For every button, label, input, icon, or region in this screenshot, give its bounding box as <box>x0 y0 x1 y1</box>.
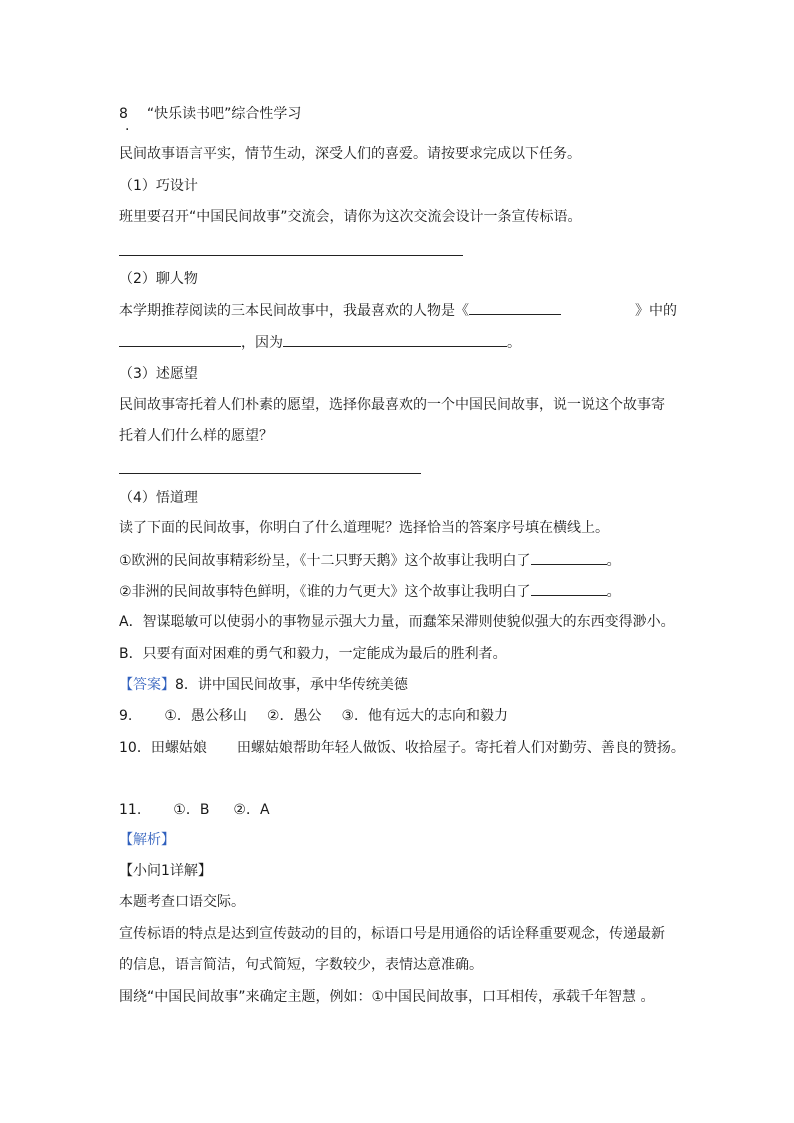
task-4-item-1 <box>119 550 621 571</box>
analysis-paragraph-3: 围绕“中国民间故事”来确定主题，例如：①中国民间故事，口耳相传，承载千年智慧 。 <box>119 989 655 1005</box>
task-3-text-1: 民间故事寄托着人们朴素的愿望，选择你最喜欢的一个中国民间故事，说一说这个故事寄 <box>119 397 665 413</box>
answer-tag: 【答案】 <box>119 677 175 693</box>
task-2-label: （2）聊人物 <box>119 271 198 287</box>
task-1-answer-line[interactable] <box>119 255 463 256</box>
item-1-end: 。 <box>606 553 621 569</box>
task-1-text: 班里要召开“中国民间故事”交流会，请你为这次交流会设计一条宣传标语。 <box>119 209 582 225</box>
task-2-text-c: ，因为 <box>241 335 283 351</box>
answer-10-text: 田螺姑娘帮助年轻人做饭、收拾屋子。寄托着人们对勤劳、善良的赞扬。 <box>236 740 685 756</box>
analysis-paragraph-2b: 的信息，语言简洁，句式简短，字数较少，表情达意准确。 <box>119 957 483 973</box>
answer-8 <box>119 675 408 695</box>
answer-9-1: ①．愚公移山 <box>164 708 247 724</box>
task-3-text-2: 托着人们什么样的愿望？ <box>119 428 273 444</box>
item-1-blank[interactable] <box>531 550 607 565</box>
question-8-title <box>119 104 301 124</box>
option-b: B．只要有面对困难的勇气和毅力，一定能成为最后的胜利者。 <box>119 646 507 662</box>
item-2-blank[interactable] <box>531 581 607 596</box>
answer-9 <box>119 706 508 726</box>
task-4-item-2-text: ②非洲的民间故事特色鲜明，《谁的力气更大》这个故事让我明白了 <box>119 584 531 600</box>
book-title-blank[interactable] <box>469 300 561 315</box>
answer-10 <box>119 738 685 758</box>
answer-9-2: ②．愚公 <box>266 708 322 724</box>
task-1-label: （1）巧设计 <box>119 178 198 194</box>
task-2-line-2 <box>119 332 521 353</box>
option-a: A．智谋聪敏可以使弱小的事物显示强大力量，而蠢笨呆滞则使貌似强大的东西变得渺小。 <box>119 614 675 630</box>
task-4-text: 读了下面的民间故事，你明白了什么道理呢？选择恰当的答案序号填在横线上。 <box>119 520 609 536</box>
answer-11 <box>119 800 270 820</box>
question-number-dot: . <box>125 118 130 134</box>
answer-11-2: ②．A <box>233 802 270 818</box>
intro-text: 民间故事语言平实，情节生动，深受人们的喜爱。请按要求完成以下任务。 <box>119 146 581 162</box>
task-2-text-d: 。 <box>507 335 521 351</box>
answer-9-number: 9. <box>119 708 133 724</box>
task-2-text-b: 》中的 <box>635 303 677 319</box>
task-3-label: （3）述愿望 <box>119 366 198 382</box>
answer-10-number: 10．田螺姑娘 <box>119 740 207 756</box>
task-4-label: （4）悟道理 <box>119 490 198 506</box>
answer-8-text: 8．讲中国民间故事，承中华传统美德 <box>175 677 408 693</box>
character-blank[interactable] <box>119 332 241 347</box>
reason-blank[interactable] <box>283 332 507 347</box>
analysis-paragraph-1: 本题考查口语交际。 <box>119 894 245 910</box>
task-2-text-a: 本学期推荐阅读的三本民间故事中，我最喜欢的人物是《 <box>119 303 469 319</box>
task-4-item-1-text: ①欧洲的民间故事精彩纷呈，《十二只野天鹅》这个故事让我明白了 <box>119 553 531 569</box>
analysis-paragraph-2a: 宣传标语的特点是达到宣传鼓动的目的，标语口号是用通俗的话诠释重要观念，传递最新 <box>119 926 665 942</box>
analysis-tag: 【解析】 <box>119 832 175 848</box>
task-2-line-1 <box>119 300 677 321</box>
question-number: 8 <box>119 106 128 122</box>
task-3-answer-line[interactable] <box>119 473 421 474</box>
item-2-end: 。 <box>606 584 621 600</box>
subquestion-1-heading: 【小问1详解】 <box>119 863 212 879</box>
answer-11-number: 11. <box>119 802 142 818</box>
task-4-item-2 <box>119 581 621 602</box>
question-title: “快乐读书吧”综合性学习 <box>146 106 302 122</box>
answer-9-3: ③．他有远大的志向和毅力 <box>341 708 509 724</box>
answer-11-1: ①．B <box>173 802 210 818</box>
